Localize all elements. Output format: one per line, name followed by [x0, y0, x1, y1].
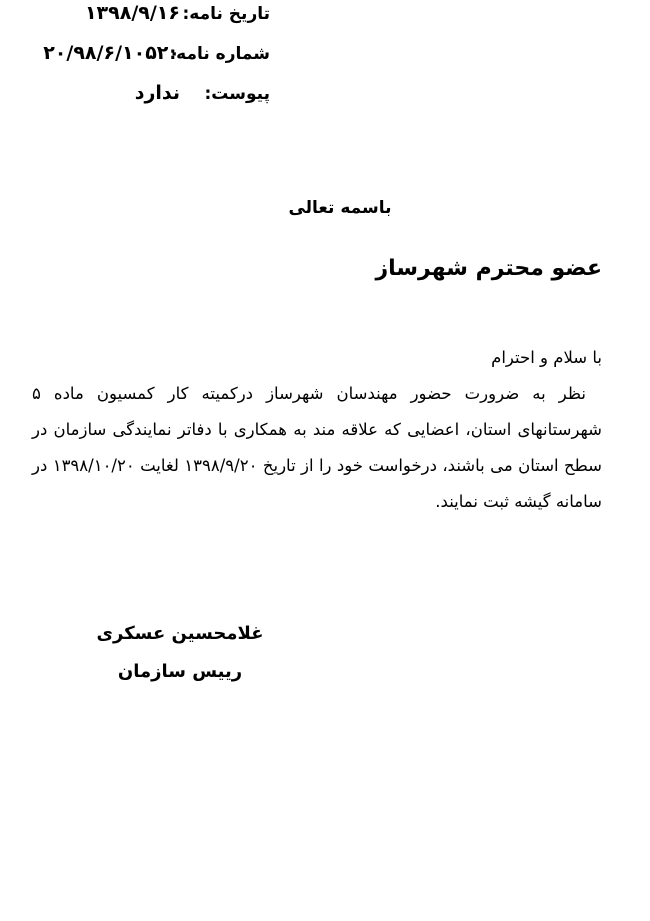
- signatory-name: غلامحسین عسکری: [96, 623, 264, 644]
- letter-attachment-label: پیوست:: [204, 84, 270, 104]
- invocation-heading: باسمه تعالی: [288, 198, 392, 218]
- letter-number-label: شماره نامه:: [169, 44, 270, 64]
- signatory-title: رییس سازمان: [117, 661, 243, 682]
- letter-date-value: ۱۳۹۸/۹/۱۶: [84, 2, 180, 24]
- letter-date-row: [30, 2, 270, 42]
- recipient-heading: عضو محترم شهرساز: [375, 256, 602, 281]
- letter-number-row: [30, 42, 270, 82]
- letter-meta-block: [30, 2, 270, 122]
- letter-attachment-value: ندارد: [134, 82, 180, 104]
- greeting-line: با سلام و احترام: [491, 348, 602, 367]
- letter-attachment-row: [30, 82, 270, 122]
- letter-number-value: ۲۰/۹۸/۶/۱۰۵۲۰: [43, 42, 180, 64]
- letter-date-label: تاریخ نامه:: [182, 4, 270, 24]
- letter-body: [32, 340, 602, 520]
- signature-block: [90, 615, 270, 691]
- body-paragraph: نظر به ضرورت حضور مهندسان شهرساز درکمیته کار کمسیون ماده ۵ شهرستانهای استان، اعضایی که علاقه مند به همکاری با دفاتر نمایندگی سازمان در سطح استان می باشند، درخواست خود را از تاریخ ۱۳۹۸/۹/۲۰ لغایت ۱۳۹۸/۱۰/۲۰ در سامانه گیشه ثبت نمایند.: [32, 384, 603, 511]
